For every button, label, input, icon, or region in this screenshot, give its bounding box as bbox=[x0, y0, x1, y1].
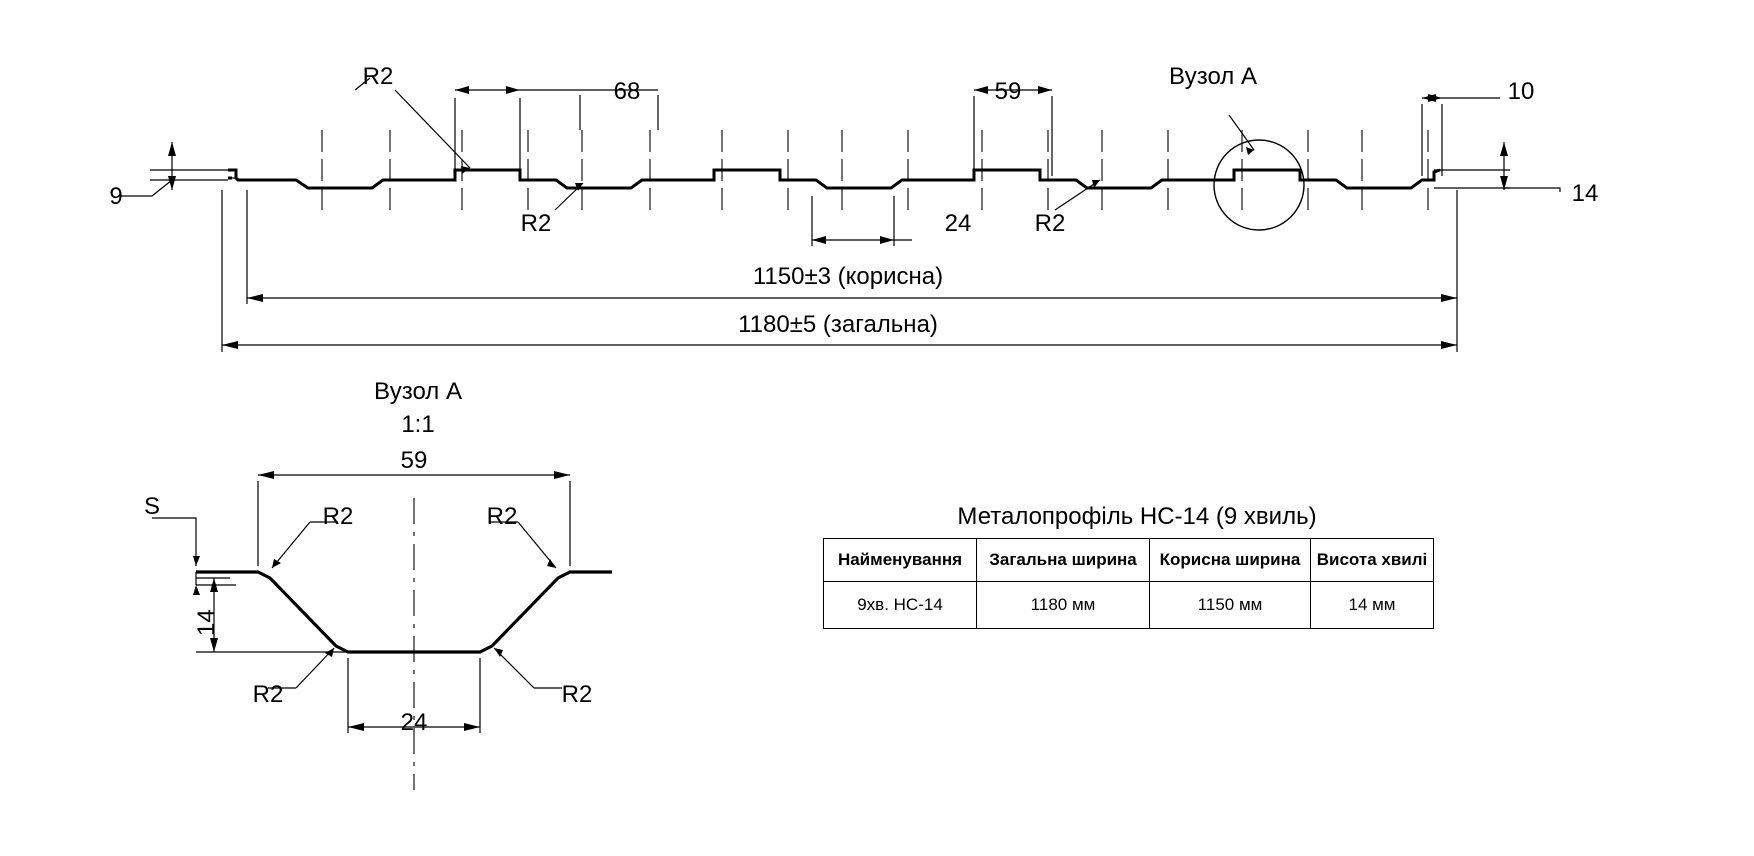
table-header-row bbox=[824, 539, 1434, 582]
td-wave-height: 14 мм bbox=[1311, 582, 1434, 629]
label-r2-top-3: R2 bbox=[1034, 210, 1066, 237]
table-title: Металопрофіль НС-14 (9 хвиль) bbox=[957, 503, 1317, 530]
label-r2-detail-br: R2 bbox=[561, 681, 593, 708]
profile-outline bbox=[228, 170, 1440, 188]
td-name: 9хв. НС-14 bbox=[824, 582, 977, 629]
detail-scale: 1:1 bbox=[401, 411, 435, 438]
radius-leaders-top bbox=[355, 78, 1100, 210]
detail-circle bbox=[1214, 140, 1304, 230]
dim-24-top bbox=[812, 196, 912, 246]
label-r2-detail-tr: R2 bbox=[486, 503, 518, 530]
label-dim-24-top: 24 bbox=[944, 210, 972, 237]
td-useful-width: 1150 мм bbox=[1150, 582, 1311, 629]
label-dim-68: 68 bbox=[613, 78, 641, 105]
label-r2-top-1: R2 bbox=[362, 63, 394, 90]
label-dim-14-top: 14 bbox=[1571, 180, 1599, 207]
th-total-width: Загальна ширина bbox=[977, 539, 1150, 582]
label-dim-9: 9 bbox=[109, 183, 123, 210]
detail-title: Вузол A bbox=[374, 378, 462, 405]
table-row bbox=[824, 582, 1434, 629]
label-detail-callout: Вузол A bbox=[1169, 63, 1257, 90]
dim-14-top bbox=[1434, 142, 1560, 192]
label-total-width: 1180±5 (загальна) bbox=[738, 311, 938, 338]
th-useful-width: Корисна ширина bbox=[1150, 539, 1311, 582]
th-wave-height: Висота хвилі bbox=[1311, 539, 1434, 582]
label-dim-14-detail: 14 bbox=[193, 609, 220, 636]
label-r2-top-2: R2 bbox=[520, 210, 552, 237]
spec-table bbox=[823, 538, 1434, 629]
td-total-width: 1180 мм bbox=[977, 582, 1150, 629]
label-thickness-s: S bbox=[143, 493, 161, 520]
detail-profile bbox=[193, 572, 612, 652]
dim-9 bbox=[118, 142, 228, 196]
label-r2-detail-tl: R2 bbox=[322, 503, 354, 530]
dim-10 bbox=[1422, 94, 1500, 176]
thickness-leader bbox=[152, 518, 200, 595]
label-useful-width: 1150±3 (корисна) bbox=[752, 263, 944, 290]
th-name: Найменування bbox=[824, 539, 977, 582]
label-dim-59-top: 59 bbox=[994, 78, 1022, 105]
label-dim-59-detail: 59 bbox=[400, 447, 428, 474]
label-dim-10: 10 bbox=[1507, 78, 1535, 105]
label-dim-24-detail: 24 bbox=[400, 709, 428, 736]
label-r2-detail-bl: R2 bbox=[252, 681, 284, 708]
radius-leaders-detail bbox=[268, 522, 562, 688]
